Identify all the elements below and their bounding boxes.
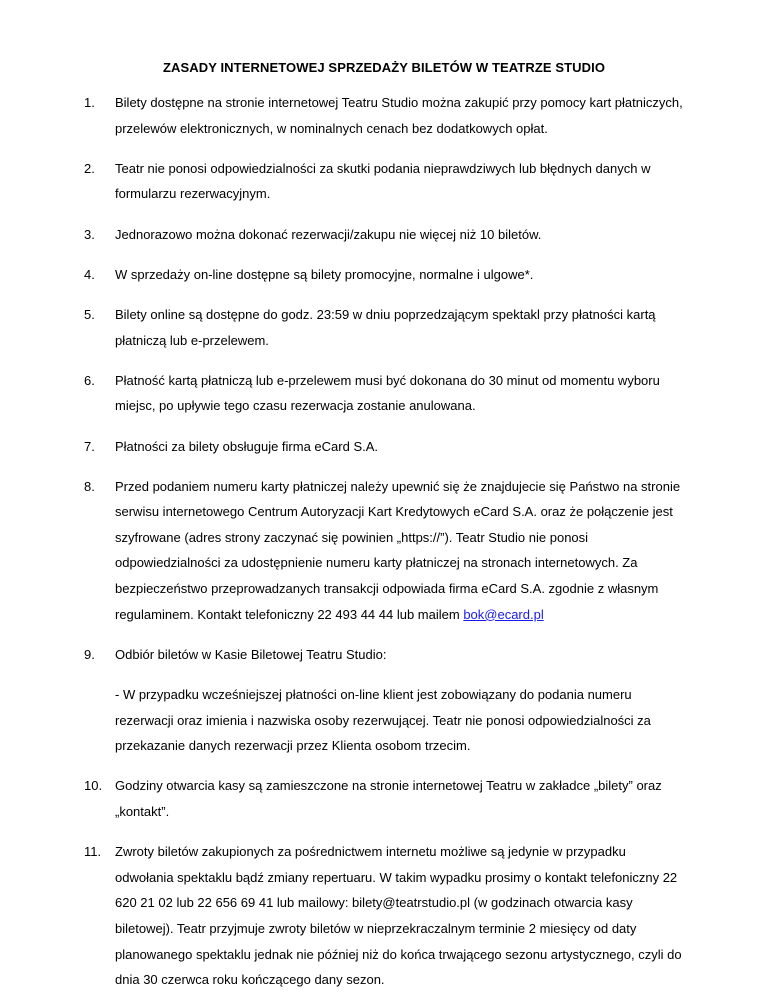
rule-text: Odbiór biletów w Kasie Biletowej Teatru Studio: bbox=[115, 646, 387, 662]
rule-item-9 bbox=[84, 642, 684, 759]
ecard-email-link[interactable]: bok@ecard.pl bbox=[463, 606, 544, 622]
rule-text: W sprzedaży on-line dostępne są bilety promocyjne, normalne i ulgowe*. bbox=[115, 266, 534, 282]
rule-subtext: - W przypadku wcześniejszej płatności on-line klient jest zobowiązany do podania numeru rezerwacji oraz imienia i nazwiska osoby rezerwującej. Teatr nie ponosi odpowiedzialności za przekazanie danych rezerwacji przez Klienta osobom trzecim. bbox=[115, 687, 651, 754]
rule-number: 8. bbox=[84, 478, 95, 494]
rule-number: 3. bbox=[84, 226, 95, 242]
rule-text-container bbox=[115, 474, 684, 628]
document-title: ZASADY INTERNETOWEJ SPRZEDAŻY BILETÓW W TEATRZE STUDIO bbox=[162, 60, 606, 75]
rule-item-1 bbox=[84, 90, 684, 141]
rule-text: Przed podaniem numeru karty płatniczej należy upewnić się że znajdujecie się Państwo na stronie serwisu internetowego Centrum Autoryzacji Kart Kredytowych eCard S.A. oraz że połączenie jest szyfrowane (adres strony zaczynać się powinien „https://”). Teatr Studio nie ponosi odpowiedzialności za udostępnienie numeru karty płatniczej na stronach internetowych. Za bezpieczeństwo przeprowadzanych transakcji odpowiada firma eCard S.A. zgodnie z własnym regulaminem. Kontakt telefoniczny 22 493 44 44 lub mailem bbox=[115, 478, 681, 622]
rule-text: Płatności za bilety obsługuje firma eCard S.A. bbox=[115, 438, 379, 454]
rule-item-5 bbox=[84, 302, 684, 353]
rule-text: Zwroty biletów zakupionych za pośrednictwem internetu możliwe są jedynie w przypadku odwołania spektaklu bądź zmiany repertuaru. W takim wypadku prosimy o kontakt telefoniczny 22 620 21 02 lub 22 656 69 41 lub mailowy: bilety@teatrstudio.pl (w godzinach otwarcia kasy biletowej). Teatr przyjmuje zwroty biletów w nieprzekraczalnym terminie 2 miesięcy od daty planowanego spektaklu jednak nie później niż do końca trwającego sezonu artystycznego, czyli do dnia 30 czerwca roku kończącego dany sezon. bbox=[115, 844, 682, 988]
rule-item-11 bbox=[84, 839, 684, 993]
rule-text: Teatr nie ponosi odpowiedzialności za skutki podania nieprawdziwych lub błędnych danych w formularzu rezerwacyjnym. bbox=[115, 160, 651, 202]
rule-number: 2. bbox=[84, 160, 95, 176]
rule-number: 1. bbox=[84, 95, 95, 110]
rule-item-6 bbox=[84, 368, 684, 419]
rule-text: Płatność kartą płatniczą lub e-przelewem musi być dokonana do 30 minut od momentu wyboru miejsc, po upływie tego czasu rezerwacja zostanie anulowana. bbox=[115, 372, 660, 414]
rule-number: 7. bbox=[84, 438, 95, 454]
rule-item-4 bbox=[84, 262, 684, 288]
rule-text: Bilety dostępne na stronie internetowej Teatru Studio można zakupić przy pomocy kart płatniczych, przelewów elektronicznych, w nominalnych cenach bez dodatkowych opłat. bbox=[115, 95, 683, 136]
rule-text: Bilety online są dostępne do godz. 23:59 w dniu poprzedzającym spektakl przy płatności kartą płatniczą lub e-przelewem. bbox=[115, 306, 656, 348]
rule-number: 11. bbox=[84, 844, 102, 860]
rule-number: 5. bbox=[84, 306, 95, 322]
rule-number: 10. bbox=[84, 778, 103, 794]
rule-item-7 bbox=[84, 434, 684, 460]
rule-item-2 bbox=[84, 156, 684, 207]
rule-number: 4. bbox=[84, 266, 95, 282]
rule-number: 9. bbox=[84, 646, 95, 662]
rule-number: 6. bbox=[84, 372, 95, 388]
rule-item-10 bbox=[84, 773, 684, 824]
rules-list bbox=[84, 90, 684, 1007]
rule-item-8 bbox=[84, 474, 684, 628]
rule-item-3 bbox=[84, 222, 684, 248]
rule-text: Jednorazowo można dokonać rezerwacji/zakupu nie więcej niż 10 biletów. bbox=[115, 226, 542, 242]
rule-text: Godziny otwarcia kasy są zamieszczone na stronie internetowej Teatru w zakładce „bilety” oraz „kontakt”. bbox=[115, 778, 662, 819]
